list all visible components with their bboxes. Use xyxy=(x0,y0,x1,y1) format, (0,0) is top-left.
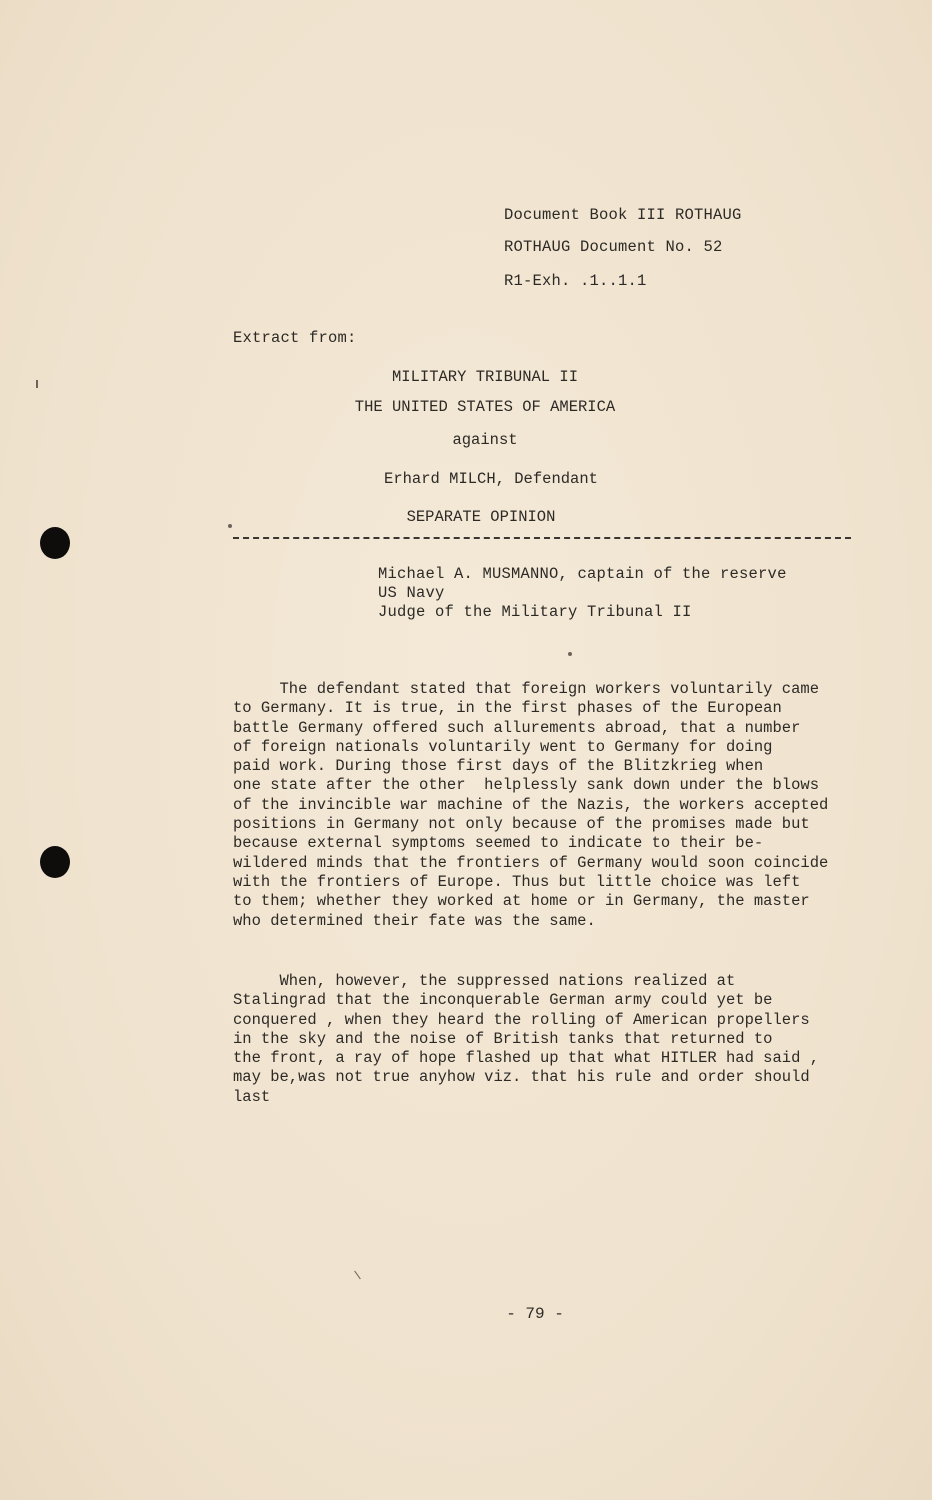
paragraph-1 xyxy=(233,680,873,931)
defendant-name: Erhard MILCH, Defendant xyxy=(384,470,598,488)
paragraph-line: in the sky and the noise of British tanks that returned to xyxy=(233,1029,773,1048)
extract-label: Extract from: xyxy=(233,329,357,347)
plaintiff-name: THE UNITED STATES OF AMERICA xyxy=(354,398,616,416)
paragraph-line: of foreign nationals voluntarily went to Germany for doing xyxy=(233,737,773,756)
against-label: against xyxy=(452,431,518,449)
paragraph-line: Stalingrad that the inconquerable German army could yet be xyxy=(233,991,773,1010)
dashed-divider xyxy=(233,537,851,539)
stray-mark xyxy=(354,1271,361,1280)
paragraph-line: When, however, the suppressed nations realized at xyxy=(233,972,736,990)
document-book-line: Document Book III ROTHAUG xyxy=(504,206,742,224)
paragraph-line: one state after the other helplessly sank down under the blows xyxy=(233,776,819,795)
judge-name-line: Michael A. MUSMANNO, captain of the reserve xyxy=(378,565,787,583)
paragraph-line: the front, a ray of hope flashed up that what HITLER had said , xyxy=(233,1049,819,1068)
document-number-line: ROTHAUG Document No. 52 xyxy=(504,238,723,256)
judge-service-line: US Navy xyxy=(378,584,445,602)
paragraph-line: battle Germany offered such allurements abroad, that a number xyxy=(233,718,801,737)
paragraph-line: of the invincible war machine of the Nazis, the workers accepted xyxy=(233,795,829,814)
paragraph-line: paid work. During those first days of the Blitzkrieg when xyxy=(233,757,764,776)
paragraph-line: to Germany. It is true, in the first phases of the European xyxy=(233,699,782,718)
stray-mark xyxy=(568,652,572,656)
judge-title-line: Judge of the Military Tribunal II xyxy=(378,603,692,621)
paragraph-line: with the frontiers of Europe. Thus but little choice was left xyxy=(233,872,801,891)
paragraph-line: to them; whether they worked at home or in Germany, the master xyxy=(233,892,810,911)
paragraph-line: who determined their fate was the same. xyxy=(233,911,596,930)
paragraph-2 xyxy=(233,972,873,1107)
paragraph-line: may be,was not true anyhow viz. that his rule and order should xyxy=(233,1068,810,1087)
paragraph-line: The defendant stated that foreign workers voluntarily came xyxy=(233,680,819,698)
tribunal-title: MILITARY TRIBUNAL II xyxy=(391,368,579,386)
punch-hole-top xyxy=(40,527,70,559)
paragraph-line: wildered minds that the frontiers of Germany would soon coincide xyxy=(233,853,829,872)
page-number: - 79 - xyxy=(506,1305,564,1323)
paragraph-line: because external symptoms seemed to indicate to their be- xyxy=(233,834,764,853)
exhibit-line: R1-Exh. .1..1.1 xyxy=(504,272,647,290)
opinion-title: SEPARATE OPINION xyxy=(406,508,556,526)
paragraph-line: positions in Germany not only because of the promises made but xyxy=(233,815,810,834)
punch-hole-bottom xyxy=(40,846,70,878)
paragraph-line: conquered , when they heard the rolling of American propellers xyxy=(233,1010,810,1029)
paragraph-line: last xyxy=(233,1087,271,1106)
